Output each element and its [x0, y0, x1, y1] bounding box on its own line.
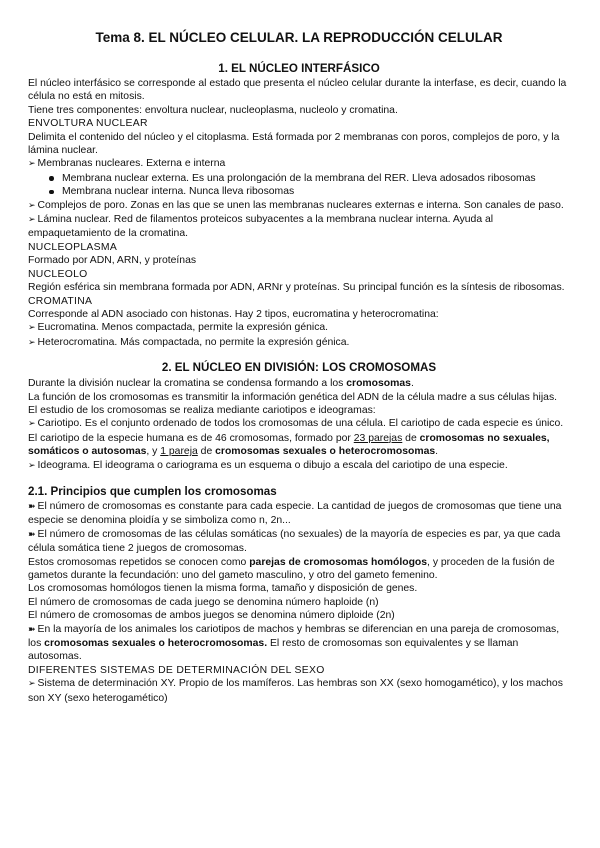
subheading-sistemas-sexo: DIFERENTES SISTEMAS DE DETERMINACIÓN DEL SEXO: [28, 664, 325, 676]
subheading-nucleoplasma: NUCLEOPLASMA: [28, 241, 118, 253]
item-lamina-nuclear: ➢ Lámina nuclear. Red de filamentos proteicos subyacentes a la membrana nuclear interna. Ayuda al empaquetamiento de la cromatina.: [28, 214, 494, 240]
arrow-bullet-icon: ➽: [28, 501, 36, 512]
membranas-list: [28, 172, 570, 199]
item-cariotipo: ➢ Cariotipo. Es el conjunto ordenado de todos los cromosomas de una célula. El cariotipo de cada especie es único. El cariotipo de la especie humana es de 46 cromosomas, formado por 23 parejas de cromosomas no sexuales, somáticos o autosomas, y 1 pareja de cromosomas sexuales o heterocromosomas.: [28, 418, 564, 458]
document-title: Tema 8. EL NÚCLEO CELULAR. LA REPRODUCCIÓN CELULAR: [95, 30, 503, 45]
arrow-bullet-icon: ➢: [28, 460, 36, 471]
paragraph-cromatina: Corresponde al ADN asociado con histonas. Hay 2 tipos, eucromatina y heterocromatina:: [28, 308, 439, 320]
paragraph-intro: El núcleo interfásico se corresponde al estado que presenta el núcleo celular durante la interfase, es decir, cuando la célula no está en mitosis.: [28, 78, 567, 103]
arrow-bullet-icon: ➢: [28, 679, 36, 690]
paragraph-haploide: El número de cromosomas de cada juego se denomina número haploide (n): [28, 596, 379, 608]
paragraph-nucleoplasma: Formado por ADN, ARN, y proteínas: [28, 255, 197, 267]
item-sistema-xy: ➢ Sistema de determinación XY. Propio de los mamíferos. Las hembras son XX (sexo homogamético), y los machos son XY (sexo heterogamético): [28, 678, 563, 704]
item-complejos-poro: ➢ Complejos de poro. Zonas en las que se unen las membranas nucleares externas e interna. Son canales de paso.: [28, 199, 564, 211]
paragraph-estudio: El estudio de los cromosomas se realiza mediante cariotipos e ideogramas:: [28, 404, 376, 416]
list-item-membrana-interna: Membrana nuclear interna. Nunca lleva ribosomas: [28, 185, 570, 198]
paragraph-nucleolo: Región esférica sin membrana formada por ADN, ARNr y proteínas. Su principal función es la síntesis de ribosomas.: [28, 282, 565, 294]
paragraph-homologos: Estos cromosomas repetidos se conocen como parejas de cromosomas homólogos, y proceden de la fusión de gametos durante la fecundación: uno del gameto masculino, y otro del gameto femenino.: [28, 556, 555, 581]
section-heading-nucleo-division: 2. EL NÚCLEO EN DIVISIÓN: LOS CROMOSOMAS: [161, 361, 437, 375]
item-principio-sexuales: ➽ En la mayoría de los animales los cariotipos de machos y hembras se diferencian en una pareja de cromosomas, los cromosomas sexuales o heterocromosomas. El resto de cromosomas son equivalentes y se llaman autosomas.: [28, 623, 560, 663]
arrow-bullet-icon: ➢: [28, 337, 36, 348]
item-ideograma: ➢ Ideograma. El ideograma o cariograma es un esquema o dibujo a escala del cariotipo de una especie.: [28, 459, 508, 471]
paragraph-envoltura: Delimita el contenido del núcleo y el citoplasma. Está formada por 2 membranas con poros, complejos de poro, y la lámina nuclear.: [28, 131, 560, 157]
paragraph-components: Tiene tres componentes: envoltura nuclear, nucleoplasma, nucleolo y cromatina.: [28, 104, 398, 116]
subheading-nucleolo: NUCLEOLO: [28, 268, 88, 280]
item-principio-par: ➽ El número de cromosomas de las células somáticas (no sexuales) de la mayoría de especies es par, ya que cada célula somática tiene 2 juegos de cromosomas.: [28, 528, 561, 555]
item-heterocromatina: ➢ Heterocromatina. Más compactada, no permite la expresión génica.: [28, 336, 350, 348]
arrow-bullet-icon: ➢: [28, 419, 36, 430]
item-eucromatina: ➢ Eucromatina. Menos compactada, permite la expresión génica.: [28, 322, 329, 334]
paragraph-division: Durante la división nuclear la cromatina se condensa formando a los cromosomas.: [28, 378, 414, 390]
item-membranas: ➢ Membranas nucleares. Externa e interna: [28, 158, 226, 170]
arrow-bullet-icon: ➢: [28, 159, 36, 170]
subsection-heading-principios: 2.1. Principios que cumplen los cromosomas: [28, 484, 277, 498]
arrow-bullet-icon: ➢: [28, 200, 36, 211]
item-principio-constante: ➽ El número de cromosomas es constante para cada especie. La cantidad de juegos de cromosomas que tiene una especie se denomina ploidía y se simboliza como n, 2n...: [28, 500, 562, 527]
subheading-envoltura: ENVOLTURA NUCLEAR: [28, 118, 148, 130]
paragraph-diploide: El número de cromosomas de ambos juegos se denomina número diploide (2n): [28, 610, 395, 622]
subheading-cromatina: CROMATINA: [28, 295, 93, 307]
arrow-bullet-icon: ➢: [28, 323, 36, 334]
arrow-bullet-icon: ➢: [28, 215, 36, 226]
paragraph-funcion: La función de los cromosomas es transmitir la información genética del ADN de la célula madre a sus células hijas.: [28, 391, 558, 403]
section-heading-nucleo-interfasico: 1. EL NÚCLEO INTERFÁSICO: [218, 62, 380, 75]
arrow-bullet-icon: ➽: [28, 624, 36, 635]
arrow-bullet-icon: ➽: [28, 529, 36, 540]
list-item-membrana-externa: Membrana nuclear externa. Es una prolongación de la membrana del RER. Lleva adosados ribosomas: [28, 172, 570, 185]
paragraph-homologos-forma: Los cromosomas homólogos tienen la misma forma, tamaño y disposición de genes.: [28, 583, 418, 595]
